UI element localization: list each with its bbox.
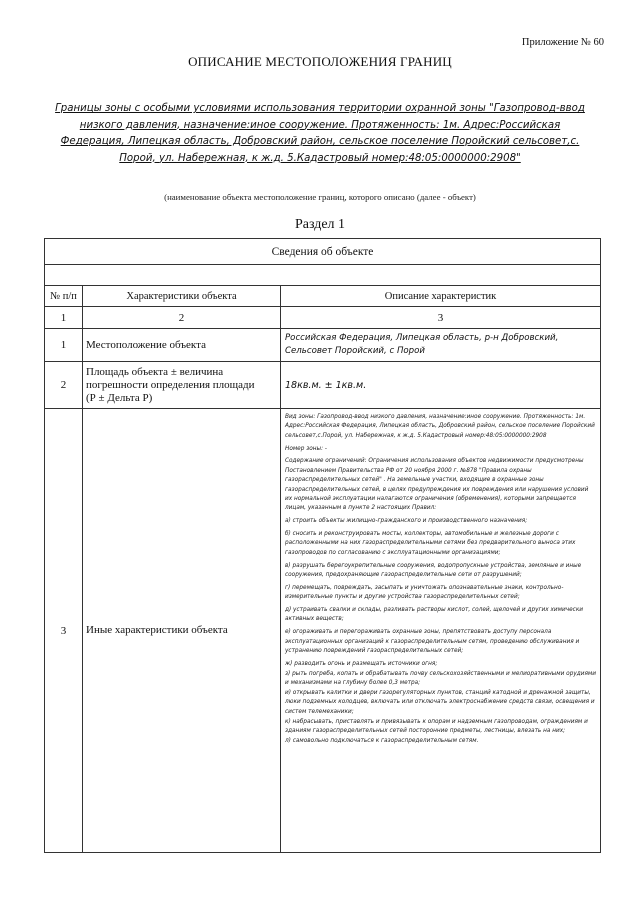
- table-blank-cell: [45, 265, 601, 286]
- description-paragraph: ж) разводить огонь и размещать источники огня;: [285, 660, 438, 667]
- row-description: [281, 409, 601, 853]
- appendix-number: Приложение № 60: [521, 37, 604, 48]
- col-header-number: № п/п: [45, 286, 83, 307]
- object-name: [44, 101, 596, 167]
- row-number: 2: [45, 362, 83, 409]
- object-name-caption: (наименование объекта местоположение границ, которого описано (далее - объект): [164, 192, 476, 202]
- object-info-table: [44, 238, 601, 853]
- row-characteristic: Местоположение объекта: [83, 329, 281, 362]
- column-headers-row: [45, 286, 601, 307]
- description-paragraph: г) перемещать, повреждать, засыпать и уничтожать опознавательные знаки, контрольно-измерительные пункты и другие устройства газораспределительных сетей;: [285, 584, 564, 601]
- description-paragraph: Номер зоны: -: [285, 445, 327, 452]
- col-number-1: 1: [45, 307, 83, 329]
- description-paragraph: в) разрушать берегоукрепительные сооружения, водопропускные устройства, земляные и иные сооружения, предохраняющие газораспределительные сети от разрушений;: [285, 562, 582, 579]
- table-header: Сведения об объекте: [45, 239, 601, 265]
- description-paragraph: б) сносить и реконструировать мосты, коллекторы, автомобильные и железные дороги с расположенными на них газораспределительными сетями без предварительного выноса этих газопроводов по согласованию с эксплуатационными организациями;: [285, 531, 576, 556]
- description-paragraph: к) набрасывать, приставлять и привязывать к опорам и надземным газопроводам, ограждениям и зданиям газораспределительных сетей посторонние предметы, лестницы, влезать на них;: [285, 718, 588, 735]
- row-description: 18кв.м. ± 1кв.м.: [281, 362, 601, 409]
- object-name-line: Федерация, Липецкая область, Добровский район, сельское поселение Поройский сельсовет,с.: [60, 136, 580, 147]
- table-row: [45, 329, 601, 362]
- table-row: [45, 409, 601, 853]
- characteristic-line: (Р ± Дельта Р): [86, 391, 153, 404]
- document-title: ОПИСАНИЕ МЕСТОПОЛОЖЕНИЯ ГРАНИЦ: [188, 54, 452, 69]
- characteristic-line: погрешности определения площади: [86, 378, 255, 391]
- col-number-3: 3: [281, 307, 601, 329]
- description-paragraph: Вид зоны: Газопровод-ввод низкого давления, назначение:иное сооружение. Протяженность: 1м. Адрес:Российская Федерация, Липецкая область, Добровский район, сельское поселение Поройский сельсовет,с.Порой, ул. Набережная, к ж.д. 5.Кадастровый номер:48:05:0000000:2908: [285, 414, 595, 439]
- table-header-row: [45, 239, 601, 265]
- object-name-line: низкого давления, назначение:иное сооружение. Протяженность: 1м. Адрес:Российская: [79, 119, 561, 131]
- row-characteristic: Иные характеристики объекта: [83, 409, 281, 853]
- description-line: Российская Федерация, Липецкая область, р-н Добровский,: [285, 333, 559, 343]
- section-title: Раздел 1: [294, 217, 346, 232]
- description-paragraph: Содержание ограничений: Ограничения использования объектов недвижимости предусмотрены Постановлением Правительства РФ от 20 ноября 2000 г. №878 "Правила охраны газораспределительных сетей" . На земельные участки, входящие в охранные зоны газораспределительных сетей, в целях предупреждения их повреждения или нарушения условий их нормальной эксплуатации налагаются ограничения (обременения), которыми запрещается лицам, указанным в пункте 2 настоящих Правил:: [285, 458, 589, 512]
- column-numbers-row: [45, 307, 601, 329]
- object-name-line: Границы зоны с особыми условиями использования территории охранной зоны "Газопровод-ввод: [55, 103, 585, 114]
- row-description: [281, 329, 601, 362]
- characteristic-line: Площадь объекта ± величина: [86, 365, 224, 378]
- row-number: 1: [45, 329, 83, 362]
- col-number-2: 2: [83, 307, 281, 329]
- table-blank-row: [45, 265, 601, 286]
- table-row: [45, 362, 601, 409]
- object-name-line: Порой, ул. Набережная, к ж.д. 5.Кадастровый номер:48:05:0000000:2908": [119, 152, 521, 164]
- description-paragraph: з) рыть погреба, копать и обрабатывать почву сельскохозяйственными и мелиоративными орудиями и механизмами на глубину более 0,3 метра;: [285, 670, 596, 687]
- col-header-description: Описание характеристик: [281, 286, 601, 307]
- description-paragraph: е) огораживать и перегораживать охранные зоны, препятствовать доступу персонала эксплуатационных организаций к газораспределительным сетям, проведению обслуживания и устранению повреждений газораспределительных сетей;: [285, 629, 580, 655]
- description-paragraph: а) строить объекты жилищно-гражданского и производственного назначения;: [285, 518, 528, 525]
- description-paragraph: и) открывать калитки и двери газорегуляторных пунктов, станций катодной и дренажной защиты, люки подземных колодцев, включать или отключать электроснабжение средств связи, освещения и систем телемеханики;: [285, 690, 595, 715]
- row-characteristic: [83, 362, 281, 409]
- row-number: 3: [45, 409, 83, 853]
- description-paragraph: л) самовольно подключаться к газораспределительным сетям.: [285, 738, 479, 745]
- col-header-characteristics: Характеристики объекта: [83, 286, 281, 307]
- description-line: Сельсовет Поройский, с Порой: [285, 346, 425, 356]
- description-paragraph: д) устраивать свалки и склады, разливать растворы кислот, солей, щелочей и других химически активных веществ;: [285, 607, 584, 623]
